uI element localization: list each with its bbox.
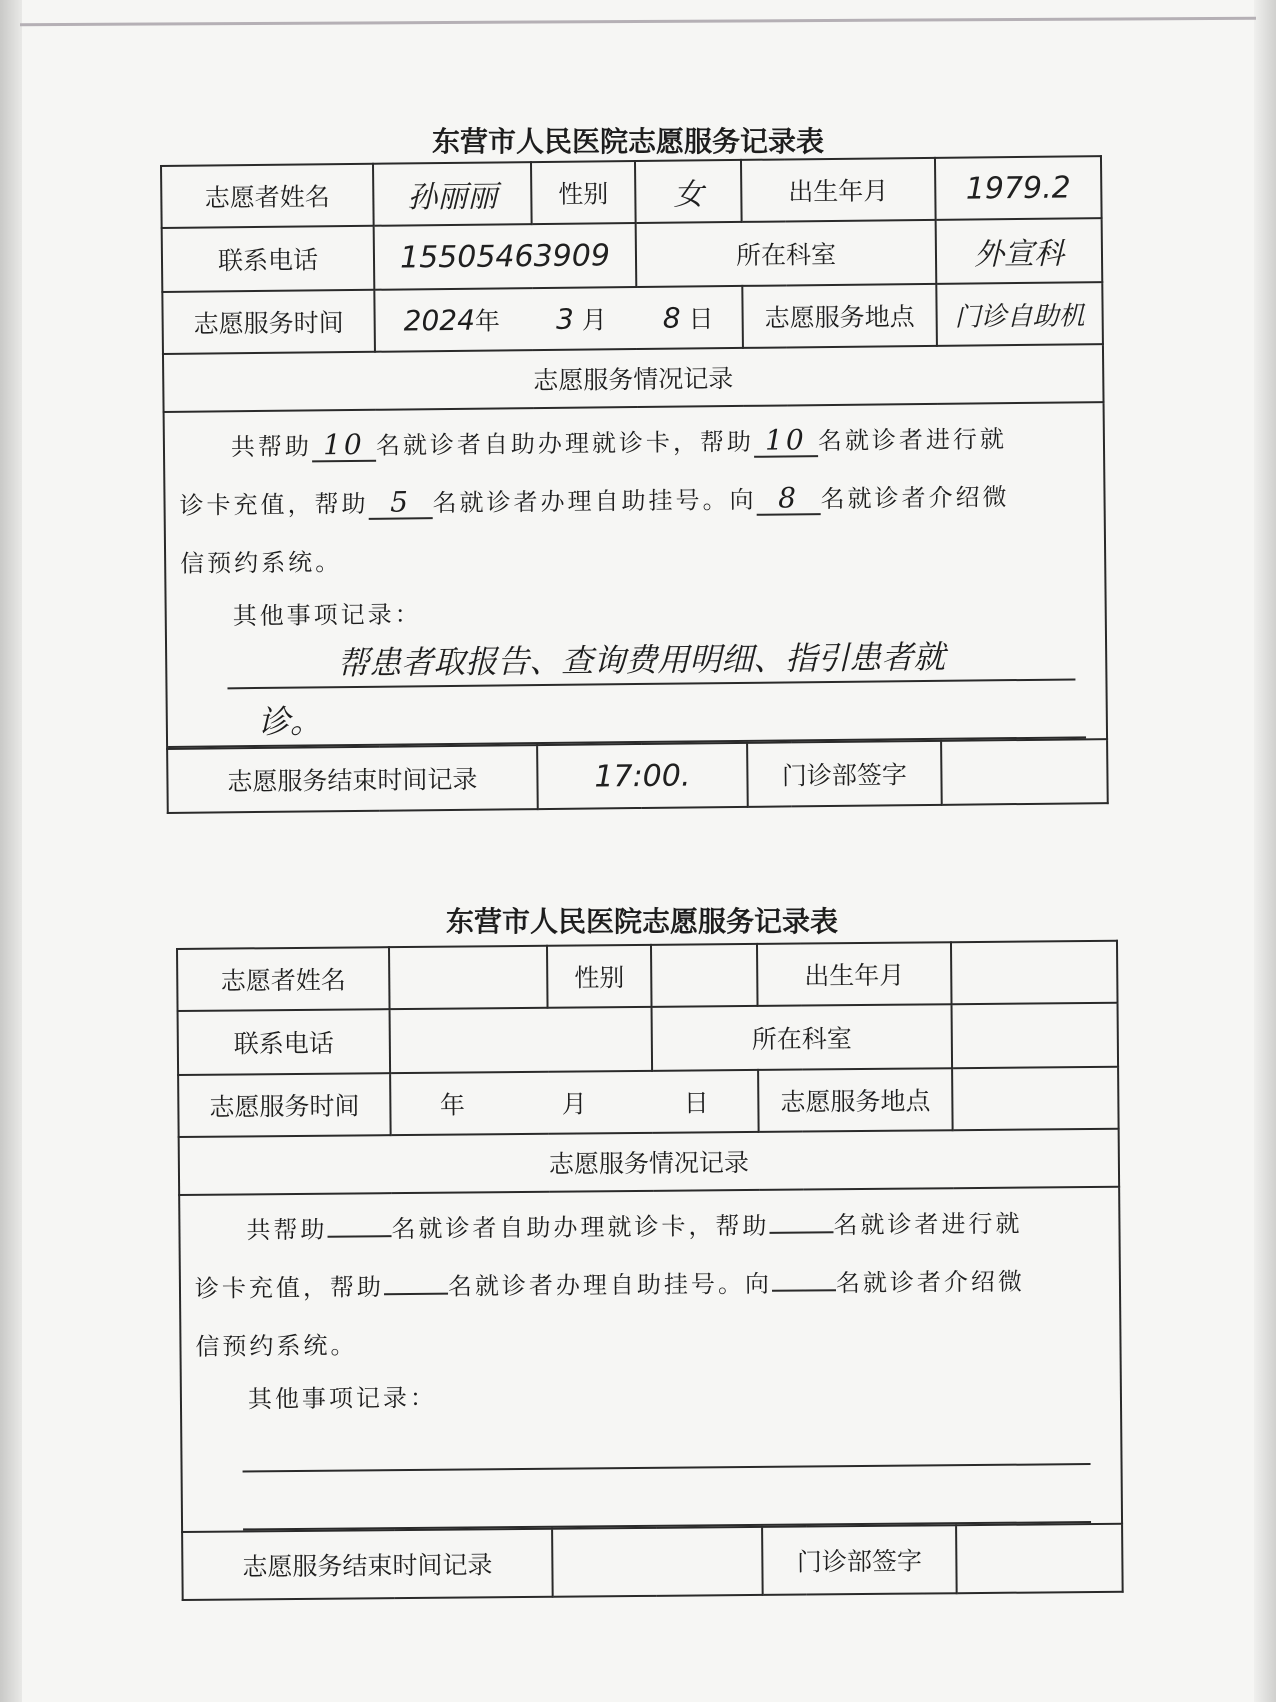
help-recharge-count[interactable]	[769, 1231, 833, 1234]
form-title: 东营市人民医院志愿服务记录表	[432, 125, 825, 158]
other-records-label: 其他事项记录：	[232, 600, 422, 631]
page-edge-right	[1254, 0, 1276, 1702]
record-paragraph: 共帮助 名就诊者自助办理就诊卡，帮助 名就诊者进行就 诊卡充值，帮助 名就诊者办理自助挂号。向 名就诊者介绍微 信预约系统。	[194, 1209, 1026, 1361]
service-time-label: 志愿服务时间	[162, 290, 375, 354]
other-records-line-2[interactable]	[167, 680, 1086, 748]
phone-value[interactable]: 15505463909	[374, 223, 637, 290]
form-title: 东营市人民医院志愿服务记录表	[446, 905, 839, 938]
help-recharge-count[interactable]: 10	[754, 425, 818, 458]
name-value[interactable]: 孙丽丽	[373, 162, 532, 226]
name-label: 志愿者姓名	[177, 947, 390, 1011]
name-value[interactable]	[389, 946, 548, 1009]
other-records-line-2[interactable]	[243, 1465, 1091, 1530]
birth-label: 出生年月	[757, 942, 952, 1006]
gender-label: 性别	[547, 945, 652, 1008]
other-records-text-2: 诊。	[257, 702, 323, 742]
day-label: 日	[683, 1088, 709, 1118]
service-place-label: 志愿服务地点	[742, 284, 937, 348]
record-table	[160, 155, 1109, 814]
service-place-label: 志愿服务地点	[758, 1068, 953, 1132]
service-time-label: 志愿服务时间	[178, 1073, 391, 1137]
birth-value[interactable]: 1979.2	[935, 156, 1102, 220]
page-edge-left	[0, 0, 22, 1702]
month-label: 月	[561, 1089, 588, 1119]
month-value: 3	[555, 302, 574, 336]
other-records-label: 其他事项记录：	[247, 1383, 438, 1414]
end-time-label: 志愿服务结束时间记录	[182, 1529, 553, 1600]
record-header: 志愿服务情况记录	[179, 1129, 1119, 1195]
department-label: 所在科室	[636, 220, 937, 287]
phone-label: 联系电话	[162, 226, 375, 292]
end-time-value[interactable]: 17:00.	[537, 743, 748, 809]
gender-label: 性别	[531, 161, 636, 224]
page-top-rule	[20, 17, 1256, 26]
department-label: 所在科室	[652, 1004, 953, 1071]
phone-label: 联系电话	[178, 1009, 391, 1075]
end-time-value[interactable]	[552, 1527, 763, 1597]
end-time-label: 志愿服务结束时间记录	[167, 745, 538, 813]
service-place-value[interactable]: 门诊自助机	[936, 282, 1103, 346]
day-value: 8	[662, 301, 681, 335]
other-records-line-1[interactable]	[227, 622, 1076, 689]
gender-value[interactable]: 女	[635, 160, 742, 223]
help-card-count[interactable]	[328, 1235, 392, 1238]
signature-value[interactable]	[956, 1524, 1123, 1593]
other-records-line-1[interactable]	[242, 1407, 1090, 1472]
birth-label: 出生年月	[741, 158, 936, 222]
service-date-field[interactable]	[374, 286, 743, 352]
year-label: 年	[439, 1090, 466, 1120]
day-label: 日	[688, 304, 714, 334]
help-register-count[interactable]	[384, 1293, 448, 1296]
gender-value[interactable]	[651, 944, 758, 1007]
other-records-text-1: 帮患者取报告、查询费用明细、指引患者就	[337, 637, 946, 683]
record-body	[179, 1187, 1122, 1532]
name-label: 志愿者姓名	[161, 164, 374, 228]
signature-label: 门诊部签字	[747, 741, 942, 807]
year-value: 2024	[403, 303, 476, 338]
help-register-count[interactable]: 5	[368, 487, 432, 520]
record-header: 志愿服务情况记录	[163, 344, 1104, 412]
record-table	[176, 940, 1124, 1601]
record-paragraph: 共帮助 10 名就诊者自助办理就诊卡，帮助 10 名就诊者进行就 诊卡充值，帮助 5 名就诊者办理自助挂号。向 8 名就诊者介绍微 信预约系统。	[179, 423, 1010, 578]
birth-value[interactable]	[951, 941, 1118, 1004]
intro-wechat-count[interactable]: 8	[756, 483, 820, 516]
record-body	[164, 402, 1107, 749]
department-value[interactable]	[952, 1003, 1119, 1068]
signature-value[interactable]	[941, 739, 1108, 805]
month-label: 月	[581, 305, 607, 335]
phone-value[interactable]	[390, 1007, 653, 1073]
help-card-count[interactable]: 10	[312, 430, 376, 463]
department-value[interactable]: 外宣科	[936, 218, 1103, 284]
year-label: 年	[474, 306, 501, 336]
intro-wechat-count[interactable]	[772, 1289, 836, 1292]
service-place-value[interactable]	[952, 1067, 1119, 1130]
service-date-field[interactable]	[390, 1070, 759, 1135]
signature-label: 门诊部签字	[762, 1525, 957, 1595]
